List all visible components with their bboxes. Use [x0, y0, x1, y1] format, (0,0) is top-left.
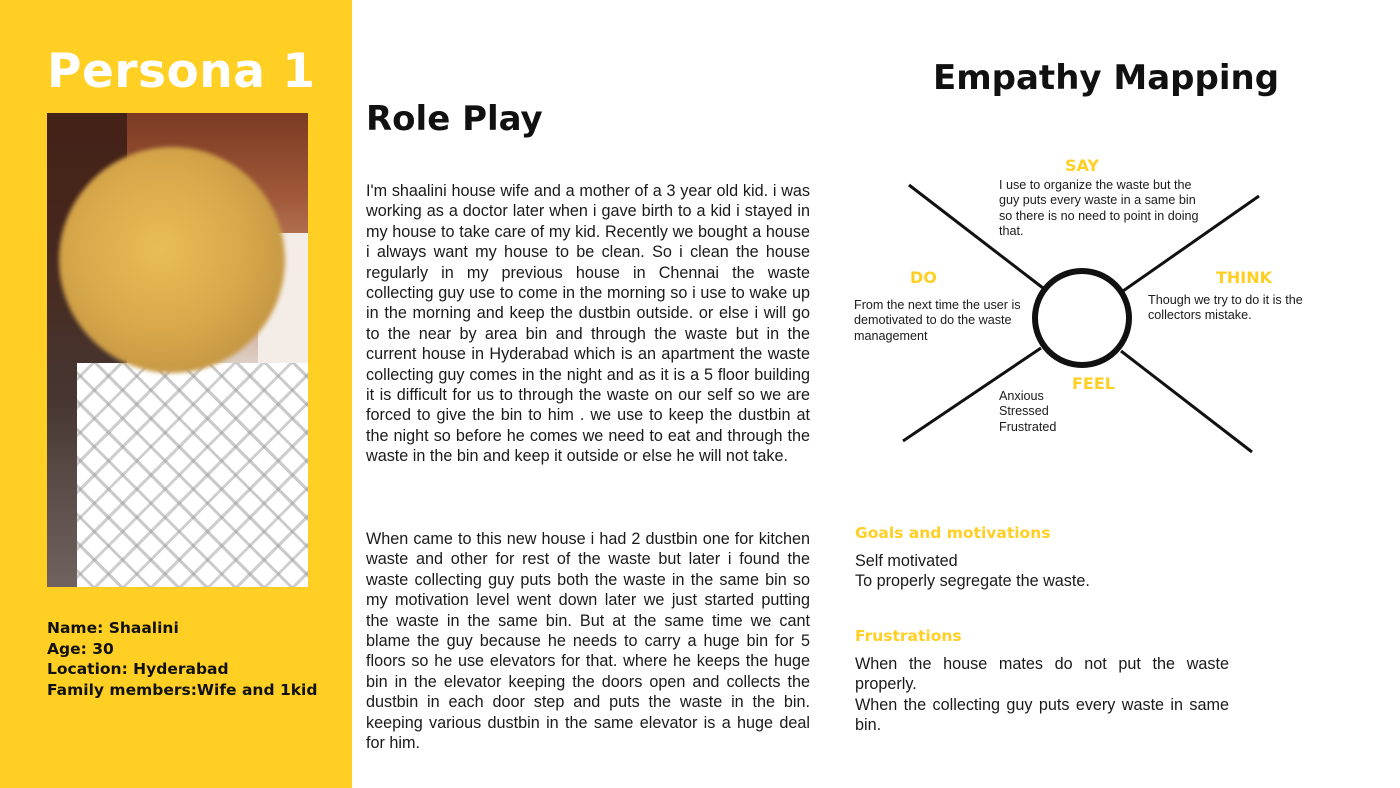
frustrations-title: Frustrations — [855, 627, 962, 645]
feel-label: FEEL — [1072, 374, 1115, 393]
do-label: DO — [910, 268, 937, 287]
role-play-paragraph: I'm shaalini house wife and a mother of a 3 year old kid. i was working as a doctor later when i gave birth to a kid i stayed in my house to take care of my kid. Recently we bought a house i always want my house to be clean. So i clean the house regularly in my previous house in Chennai the waste collecting guy use to come in the morning so i use to wake up in the morning and keep the dustbin outside. or else i will go to the near by area bin and through the waste but in the current house in Hyderabad which is an apartment the waste collecting guy comes in the night and as it is a 5 floor building it is difficult for us to through the waste on our self so we are forced to give the bin to him . we use to keep the dustbin at the night so before he comes we need to eat and through the waste in the bin and keep it outside or else he will not take. — [366, 182, 810, 466]
persona-photo — [47, 113, 308, 587]
role-play-title: Role Play — [366, 99, 543, 139]
persona-sidebar — [0, 0, 352, 788]
feel-text: Anxious Stressed Frustrated — [999, 389, 1057, 434]
think-label: THINK — [1216, 268, 1273, 287]
persona-location: Location: Hyderabad — [47, 660, 229, 678]
diagram-center-circle — [1035, 271, 1129, 365]
empathy-mapping-title: Empathy Mapping — [933, 58, 1280, 98]
diagram-line-bottom-right — [1121, 351, 1252, 452]
persona-title: Persona 1 — [47, 44, 316, 99]
goals-title: Goals and motivations — [855, 524, 1051, 542]
say-text: I use to organize the waste but the guy puts every waste in a same bin so there is no need to point in doing that. — [999, 178, 1199, 239]
role-play-paragraph: When came to this new house i had 2 dustbin one for kitchen waste and other for rest of the waste but later i found the waste collecting guy puts both the waste in the same bin so my motivation level went down later we just started putting the waste in the same bin. But at the same time we cant blame the guy because he needs to carry a huge bin for 5 floors so he use elevators for that. where he keeps the huge bin in the elevator keeping the doors open and collects the dustbin in each door step and puts the waste in the bin. keeping various dustbin in the same elevator is a huge deal for him. — [366, 530, 810, 753]
persona-age: Age: 30 — [47, 639, 114, 658]
frustration-item: When the house mates do not put the waste properly. — [855, 655, 1229, 694]
say-label: SAY — [1065, 156, 1099, 175]
persona-name: Name: Shaalini — [47, 619, 179, 637]
think-text: Though we try to do it is the collectors mistake. — [1148, 293, 1303, 323]
persona-details — [47, 618, 317, 700]
do-text: From the next time the user is demotivated to do the waste management — [854, 298, 1021, 343]
face-blur — [59, 147, 285, 373]
frustrations-body — [855, 654, 1229, 736]
frustration-item: When the collecting guy puts every waste in same bin. — [855, 695, 1229, 735]
persona-family: Family members:Wife and 1kid — [47, 680, 318, 699]
goals-body: Self motivated To properly segregate the waste. — [855, 552, 1090, 591]
empathy-map-diagram — [840, 150, 1380, 480]
